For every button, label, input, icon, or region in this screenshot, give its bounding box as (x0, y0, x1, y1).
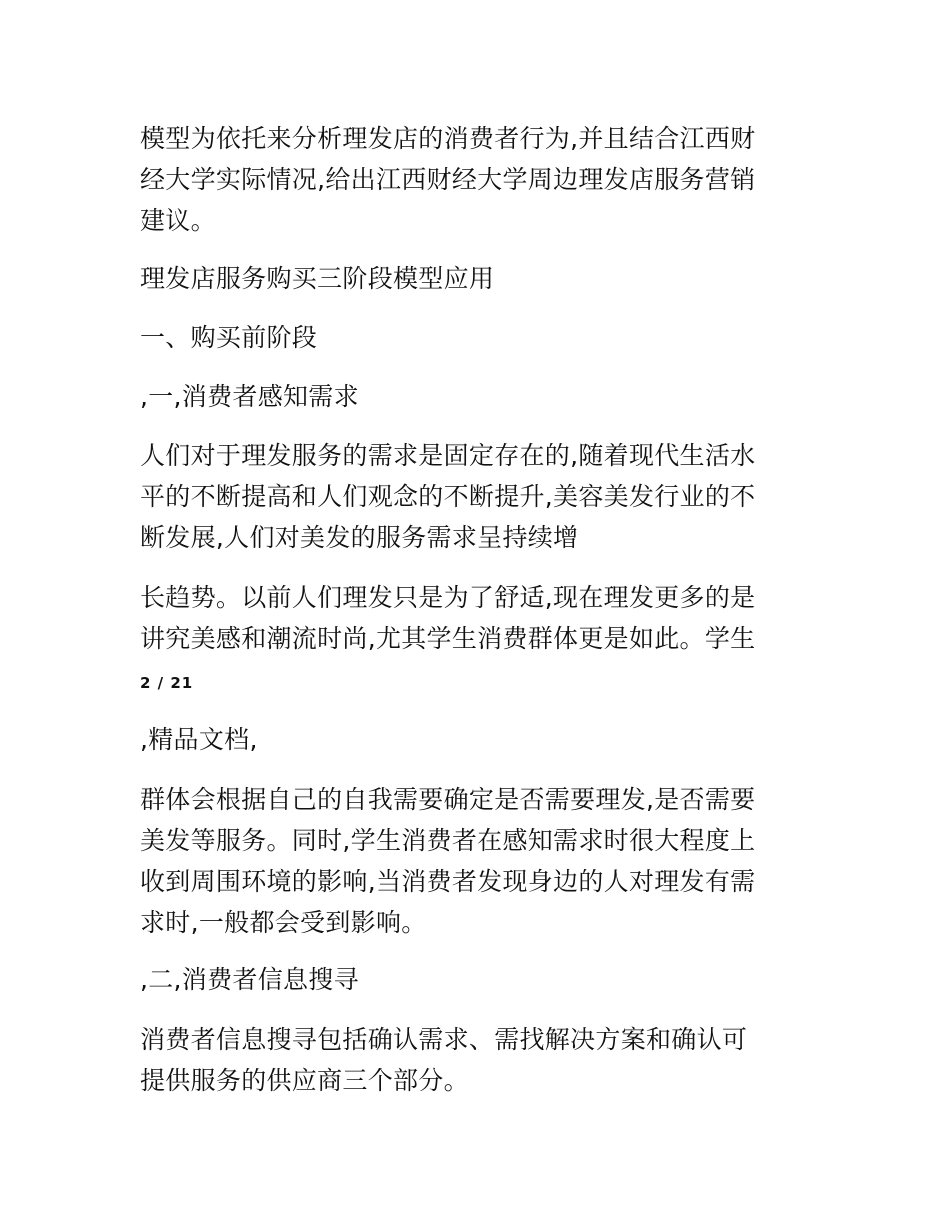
heading-pre-purchase-stage (140, 317, 810, 358)
heading-text: 理发店服务购买三阶段模型应用 (140, 264, 495, 293)
heading-perceived-need (140, 376, 810, 417)
text-line: 求时,一般都会受到影响。 (140, 908, 427, 937)
text-line: 建议。 (140, 206, 216, 235)
text-line: 平的不断提高和人们观念的不断提升,美容美发行业的不 (140, 482, 756, 511)
heading-information-search (140, 959, 810, 1000)
paragraph-trend (140, 577, 810, 659)
text-line: 讲究美感和潮流时尚,尤其学生消费群体更是如此。学生 (140, 624, 756, 653)
text-line: 模型为依托来分析理发店的消费者行为,并且结合江西财 (140, 124, 756, 153)
paragraph-search-components (140, 1019, 810, 1101)
text-line: 人们对于理发服务的需求是固定存在的,随着现代生活水 (140, 441, 756, 470)
paragraph-demand (140, 435, 810, 558)
heading-text: ,二,消费者信息搜寻 (140, 965, 359, 994)
text-line: 收到周围环境的影响,当消费者发现身边的人对理发有需 (140, 867, 756, 896)
text-line: 经大学实际情况,给出江西财经大学周边理发店服务营销 (140, 165, 756, 194)
header-text: ,精品文档, (140, 725, 258, 754)
heading-model-application (140, 258, 810, 299)
text-line: 提供服务的供应商三个部分。 (140, 1066, 469, 1095)
text-line: 消费者信息搜寻包括确认需求、需找解决方案和确认可 (140, 1025, 748, 1054)
page-header-label (140, 719, 810, 760)
heading-text: 一、购买前阶段 (140, 323, 318, 352)
text-line: 美发等服务。同时,学生消费者在感知需求时很大程度上 (140, 826, 756, 855)
paragraph-student-needs (140, 779, 810, 943)
text-line: 断发展,人们对美发的服务需求呈持续增 (140, 523, 579, 552)
text-line: 长趋势。以前人们理发只是为了舒适,现在理发更多的是 (140, 583, 756, 612)
page-number: 2 / 21 (140, 674, 194, 692)
heading-text: ,一,消费者感知需求 (140, 382, 359, 411)
text-line: 群体会根据自己的自我需要确定是否需要理发,是否需要 (140, 785, 756, 814)
paragraph-intro (140, 118, 810, 241)
